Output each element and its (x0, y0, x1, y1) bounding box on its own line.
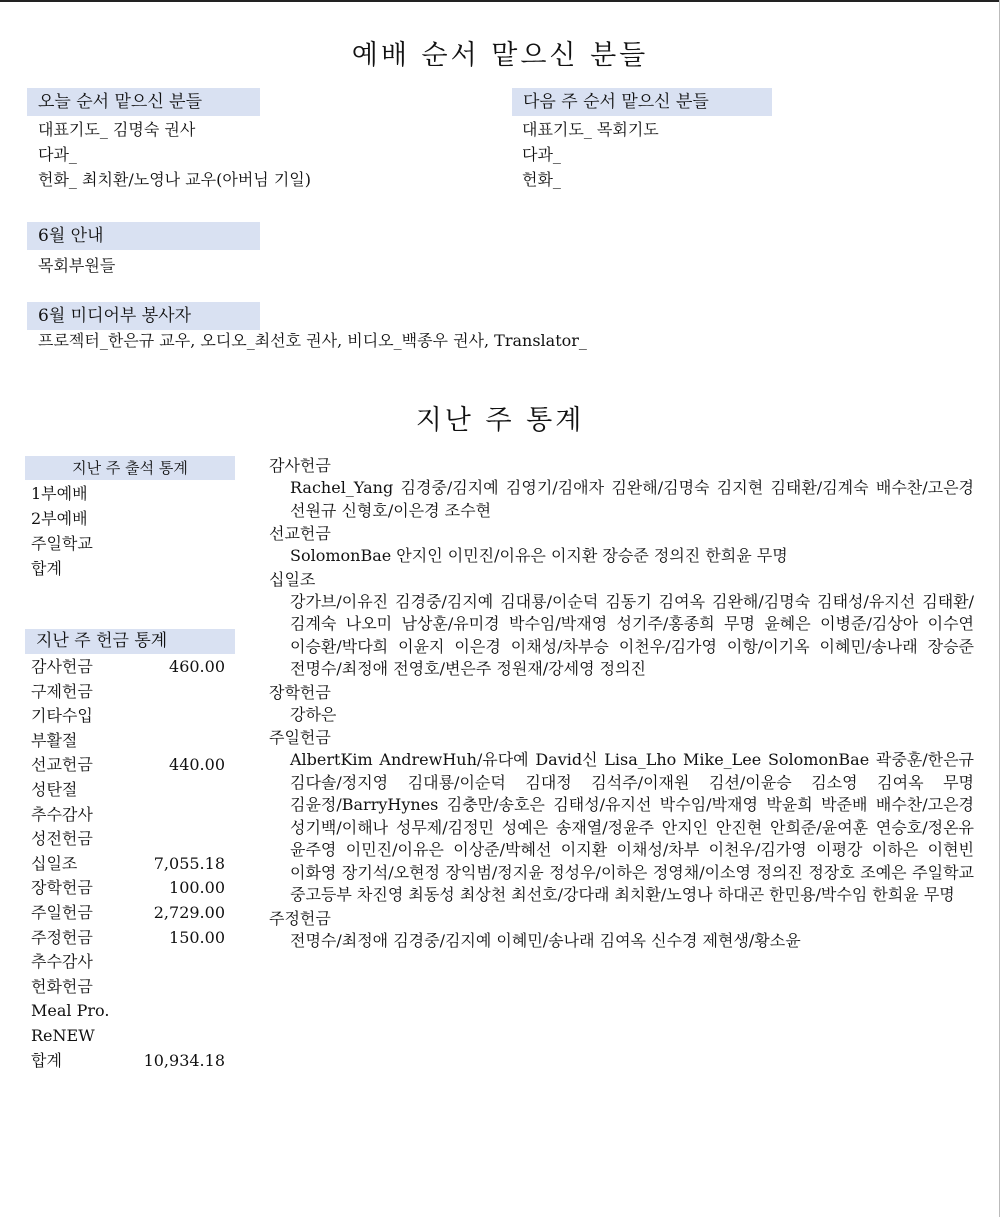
june-notice-lines (38, 253, 115, 278)
offering-table (31, 655, 225, 1073)
offering-label: 주정헌금 (31, 927, 93, 947)
offering-label: 십일조 (31, 853, 78, 873)
offering-label: 성탄절 (31, 779, 78, 799)
offering-label: 선교헌금 (31, 755, 93, 775)
attendance-row: 주일학교 (31, 534, 93, 553)
donor-category: 선교헌금 (269, 524, 331, 543)
offering-row (31, 901, 225, 926)
offering-label: ReNEW (31, 1025, 95, 1045)
offering-row (31, 803, 225, 828)
june-media-lines (38, 328, 587, 353)
offering-row (31, 753, 225, 778)
offering-value: 440.00 (169, 755, 225, 775)
attendance-row: 1부예배 (31, 484, 88, 503)
offering-row (31, 926, 225, 951)
offering-row (31, 655, 225, 680)
june-media-line: 프로젝터_한은규 교우, 오디오_최선호 권사, 비디오_백종우 권사, Translator_ (38, 331, 587, 350)
offering-label: Meal Pro. (31, 1001, 110, 1021)
offering-row (31, 975, 225, 1000)
offering-label: 주일헌금 (31, 902, 93, 922)
attendance-rows (31, 481, 231, 581)
donor-names: 전명수/최정애 김경중/김지예 이혜민/송나래 김여옥 신수경 제현생/황소윤 (290, 930, 801, 950)
today-line: 대표기도_ 김명숙 권사 (38, 120, 196, 139)
june-notice-line: 목회부원들 (38, 256, 116, 275)
offering-row (31, 1049, 225, 1074)
offering-label: 구제헌금 (31, 681, 93, 701)
stats-title: 지난 주 통계 (415, 405, 585, 436)
offering-label: 헌화헌금 (31, 976, 93, 996)
offering-label: 장학헌금 (31, 878, 93, 898)
june-media-header: 6월 미디어부 봉사자 (27, 302, 260, 330)
offering-header: 지난 주 헌금 통계 (25, 629, 235, 654)
offering-row (31, 729, 225, 754)
offering-row (31, 778, 225, 803)
donor-names: SolomonBae 안지인 이민진/이유은 이지환 장승준 정의진 한희윤 무명 (290, 546, 788, 565)
offering-value: 2,729.00 (153, 902, 225, 922)
attendance-header: 지난 주 출석 통계 (25, 456, 235, 480)
donor-names: 강하은 (290, 704, 337, 724)
offering-row (31, 876, 225, 901)
donor-names: 강가브/이유진 김경중/김지예 김대룡/이순덕 김동기 김여옥 김완해/김명숙 김태성/유지선 김태환/김계숙 나오미 남상훈/유미경 박수임/박재영 성기주/홍종희 무명 윤혜은 이병준/김상아 이수연 이승환/박다희 이윤지 이은경 이채성/차부승 이천우/김가영 이항/이기옥 이혜민/송나래 장승준 전명수/최정애 전영호/변은주 정원재/강세영 정의진 (290, 591, 974, 678)
attendance-row: 합계 (31, 559, 62, 578)
today-line: 다과_ (38, 145, 77, 164)
today-line: 헌화_ 최치환/노영나 교우(아버님 기일) (38, 170, 311, 189)
offering-value: 7,055.18 (153, 853, 225, 873)
offering-label: 부활절 (31, 730, 78, 750)
offering-label: 감사헌금 (31, 657, 93, 676)
donor-category: 장학헌금 (269, 682, 331, 702)
donor-category: 주정헌금 (269, 908, 331, 928)
attendance-row: 2부예배 (31, 509, 88, 528)
next-week-lines (522, 117, 659, 192)
donor-category: 감사헌금 (269, 456, 331, 475)
next-week-line: 다과_ (522, 145, 561, 164)
offering-label: 합계 (31, 1050, 62, 1070)
top-border (0, 0, 1000, 2)
offering-label: 추수감사 (31, 952, 93, 972)
offering-value: 100.00 (169, 878, 225, 898)
offering-label: 추수감사 (31, 804, 93, 824)
today-header: 오늘 순서 맡으신 분들 (27, 88, 260, 116)
offering-row (31, 827, 225, 852)
offering-value: 10,934.18 (143, 1050, 225, 1070)
offering-label: 기타수입 (31, 706, 93, 726)
offering-row (31, 704, 225, 729)
offering-row (31, 999, 225, 1024)
june-notice-header: 6월 안내 (27, 222, 260, 250)
next-week-line: 대표기도_ 목회기도 (522, 120, 659, 139)
offering-label: 성전헌금 (31, 829, 93, 849)
today-lines (38, 117, 311, 192)
offering-row (31, 1024, 225, 1049)
donor-names: Rachel_Yang 김경중/김지예 김영기/김애자 김완해/김명숙 김지현 김태환/김계숙 배수찬/고은경 선원규 신형호/이은경 조수현 (290, 478, 974, 520)
next-week-header: 다음 주 순서 맡으신 분들 (512, 88, 772, 116)
page-title: 예배 순서 맡으신 분들 (351, 40, 649, 71)
donor-names: AlbertKim AndrewHuh/유다예 David신 Lisa_Lho Mike_Lee SolomonBae 곽중훈/한은규 김다솔/정지영 김대룡/이순덕 김대정 김석주/이재원 김션/이윤승 김소영 김여옥 무명 김윤정/BarryHynes 김충만/송호은 김태성/유지선 박수임/박재영 박윤희 박준배 배수찬/고은경 성기백/이해나 성무제/김정민 성예은 송재열/정윤주 안지인 안진현 안희준/윤여훈 연승호/정온유 윤주영 이민진/이유은 이상준/박혜선 이지환 이채성/차부 이천우/김가영 이평강 이하은 이현빈 이화영 장기석/오현정 장익범/정지윤 정성우/이하은 정영채/이소영 정의진 정장호 조예은 주일학교 중고등부 차진영 최동성 최상천 최선호/강다래 최치환/노영나 하대곤 한민용/박수임 한희윤 무명 (290, 750, 974, 904)
next-week-line: 헌화_ (522, 170, 561, 189)
offering-value: 460.00 (169, 657, 225, 676)
donor-lists (269, 454, 974, 952)
donor-category: 십일조 (269, 569, 316, 589)
offering-row (31, 680, 225, 705)
offering-value: 150.00 (169, 927, 225, 947)
offering-row (31, 950, 225, 975)
donor-category: 주일헌금 (269, 728, 331, 747)
offering-row (31, 852, 225, 877)
